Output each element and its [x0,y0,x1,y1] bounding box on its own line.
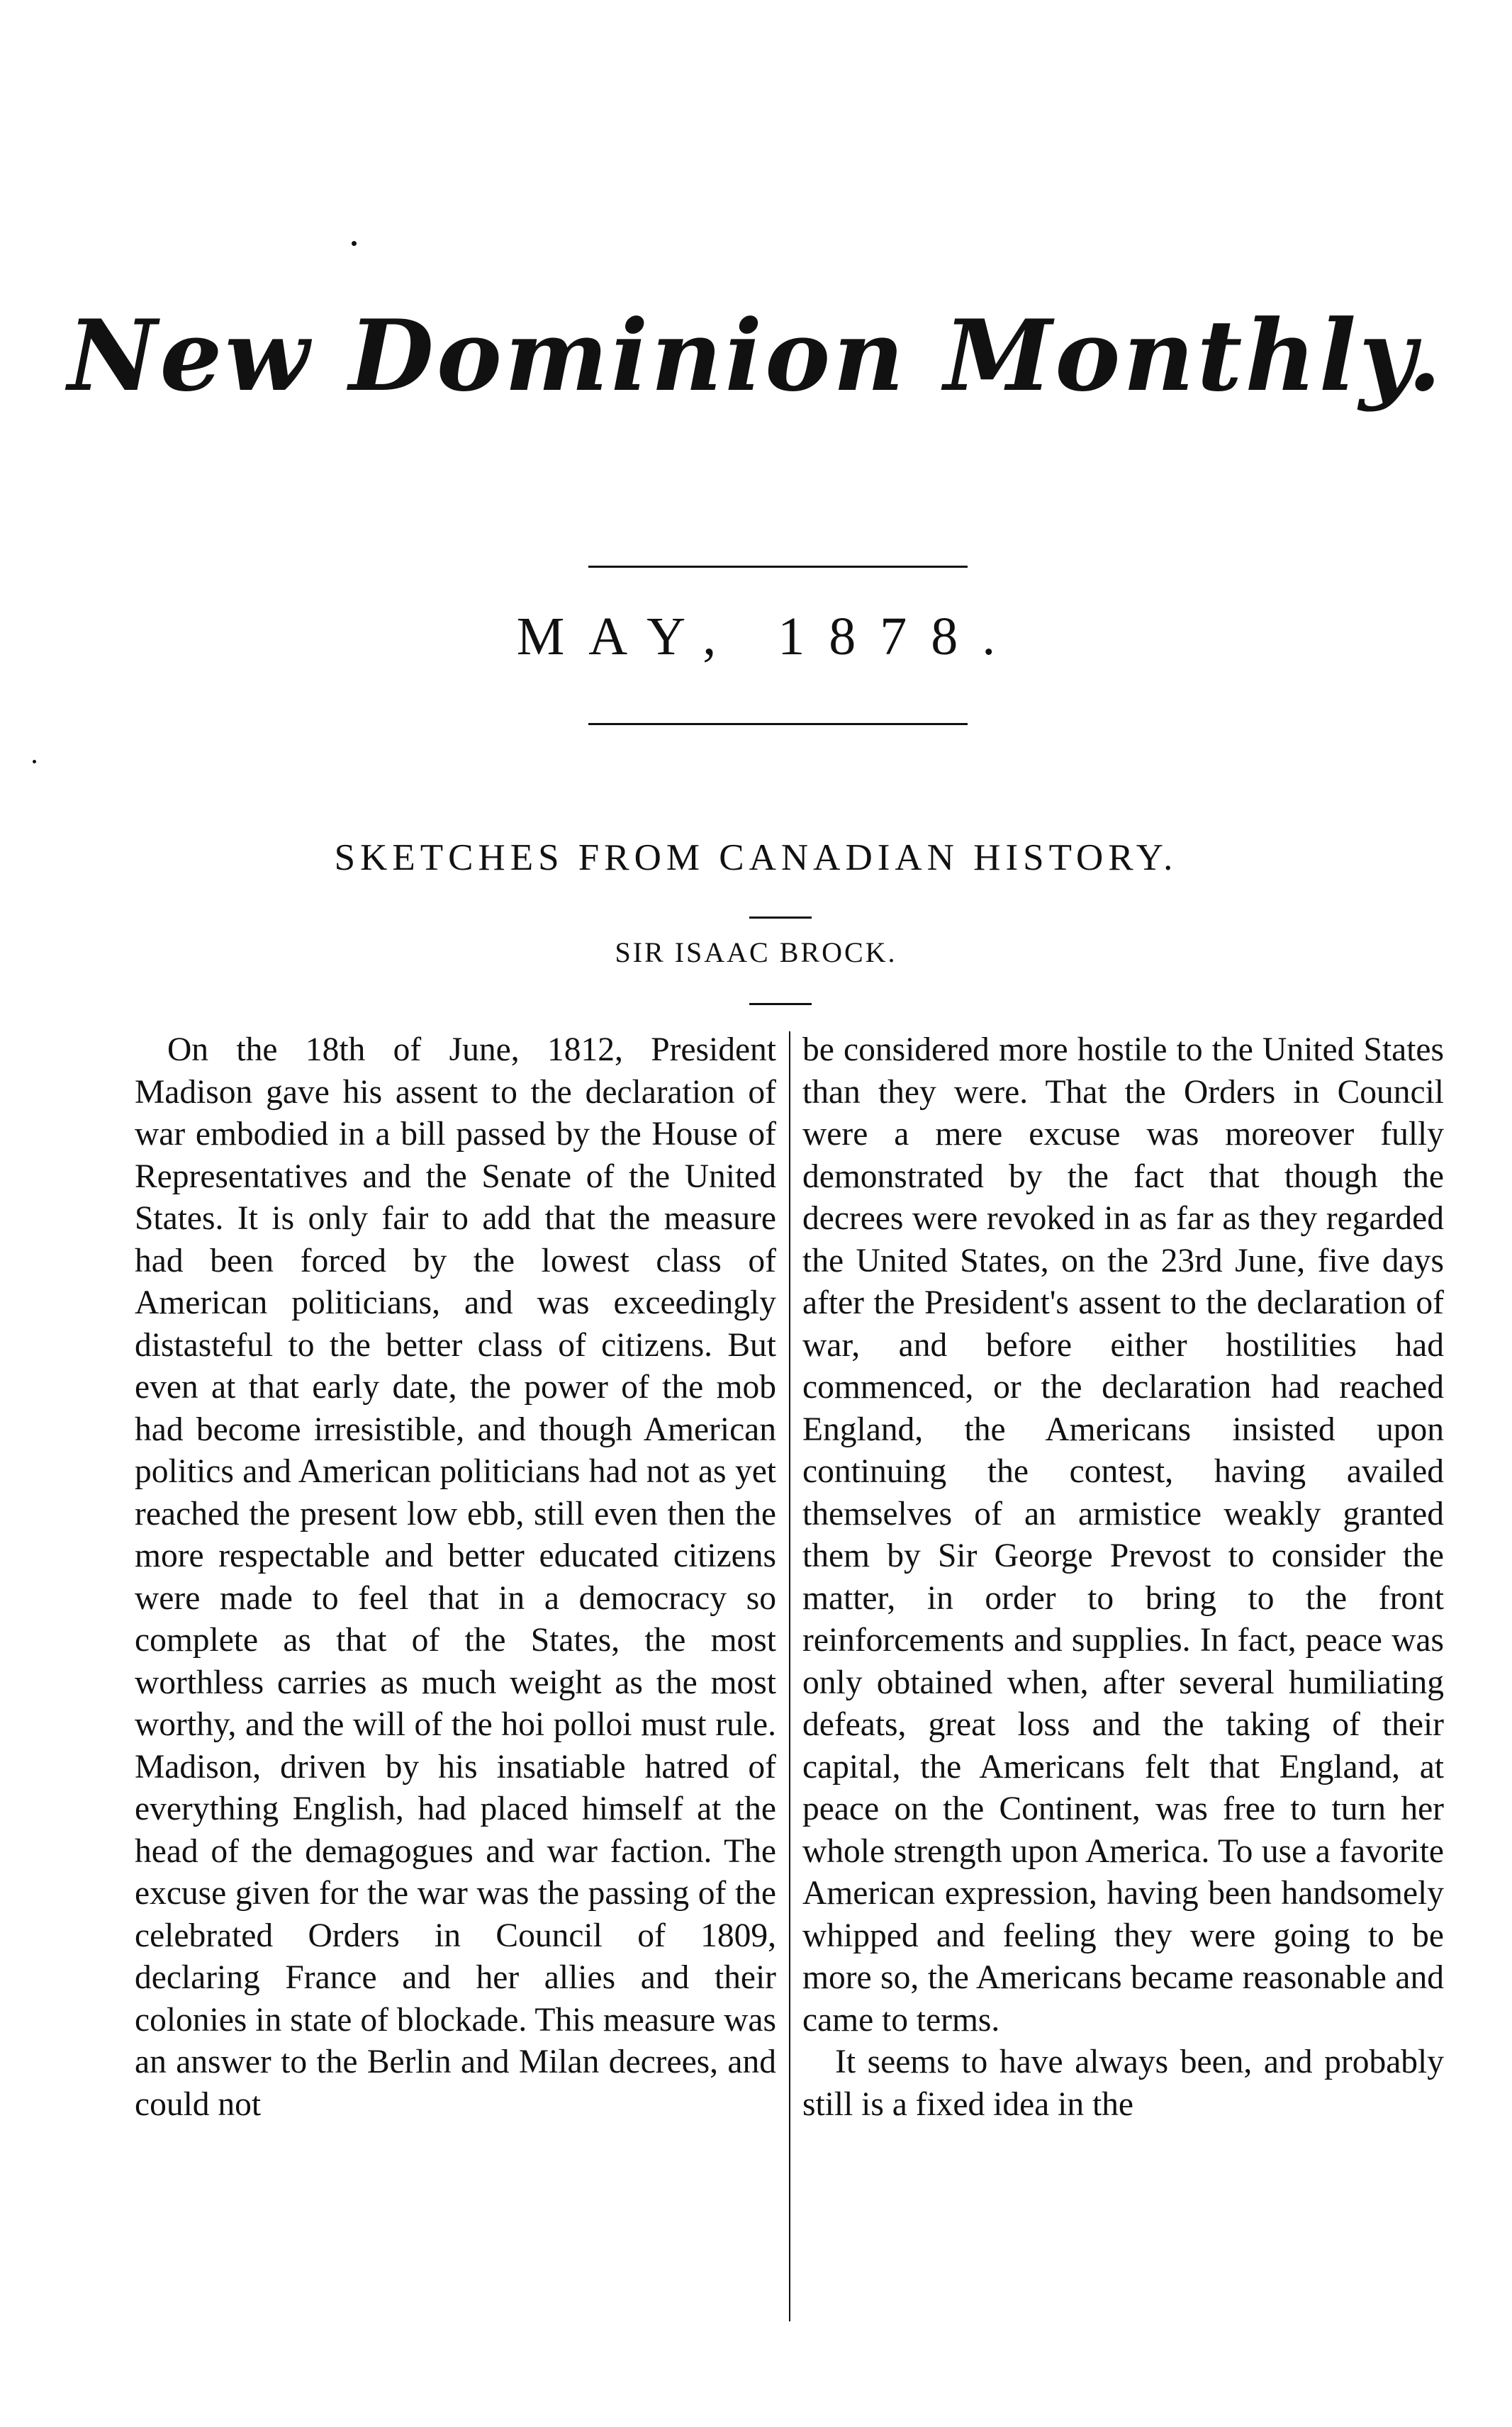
ink-speck [352,241,357,246]
masthead-title: New Dominion Monthly. [67,298,1445,413]
rule-above-date [588,566,968,568]
paragraph: On the 18th of June, 1812, President Madison gave his assent to the declaration of war embodied in a bill passed by the House of Representatives and the Senate of the United States. It is only fair to add that the measure had been forced by the lowest class of American politicians, and was exceedingly distasteful to the better class of citizens. But even at that early date, the power of the mob had become irresistible, and though American politics and American politicians had not as yet reached the present low ebb, still even then the more respectable and better educated citizens were made to feel that in a democracy so complete as that of the States, the most worthless carries as much weight as the most worthy, and the will of the hoi polloi must rule. Madison, driven by his insatiable hatred of everything English, had placed himself at the head of the demagogues and war faction. The excuse given for the war was the passing of the celebrated Orders in Council of 1809, declaring France and her allies and their colonies in state of blockade. This measure was an answer to the Berlin and Milan decrees, and could not [135,1031,776,2123]
article-left-column [135,1029,776,2126]
paragraph: It seems to have always been, and probably still is a fixed idea in the [802,2044,1444,2123]
issue-date: MAY, 1878. [516,607,1020,666]
article-right-column [802,1029,1444,2126]
rule-above-subtitle [749,917,812,919]
column-divider [789,1031,790,2321]
ink-speck [33,760,36,763]
section-title: SKETCHES FROM CANADIAN HISTORY. [334,837,1178,878]
article-subtitle: SIR ISAAC BROCK. [615,936,897,968]
rule-below-date [588,723,968,725]
rule-below-subtitle [749,1003,812,1005]
paragraph: be considered more hostile to the United States than they were. That the Orders in Council were a mere excuse was moreover fully demonstrated by the fact that though the decrees were revoked in as far as they regarded the United States, on the 23rd June, five days after the President's assent to the declaration of war, and before either hostilities had commenced, or the declaration had reached England, the Americans insisted upon continuing the contest, having availed themselves of an armistice weakly granted them by Sir George Prevost to consider the matter, in order to bring to the front reinforcements and supplies. In fact, peace was only obtained when, after several humiliating defeats, great loss and the taking of their capital, the Americans felt that England, at peace on the Continent, was free to turn her whole strength upon America. To use a favorite American expression, having been handsomely whipped and feeling they were going to be more so, the Americans became reasonable and came to terms. [802,1031,1444,2039]
